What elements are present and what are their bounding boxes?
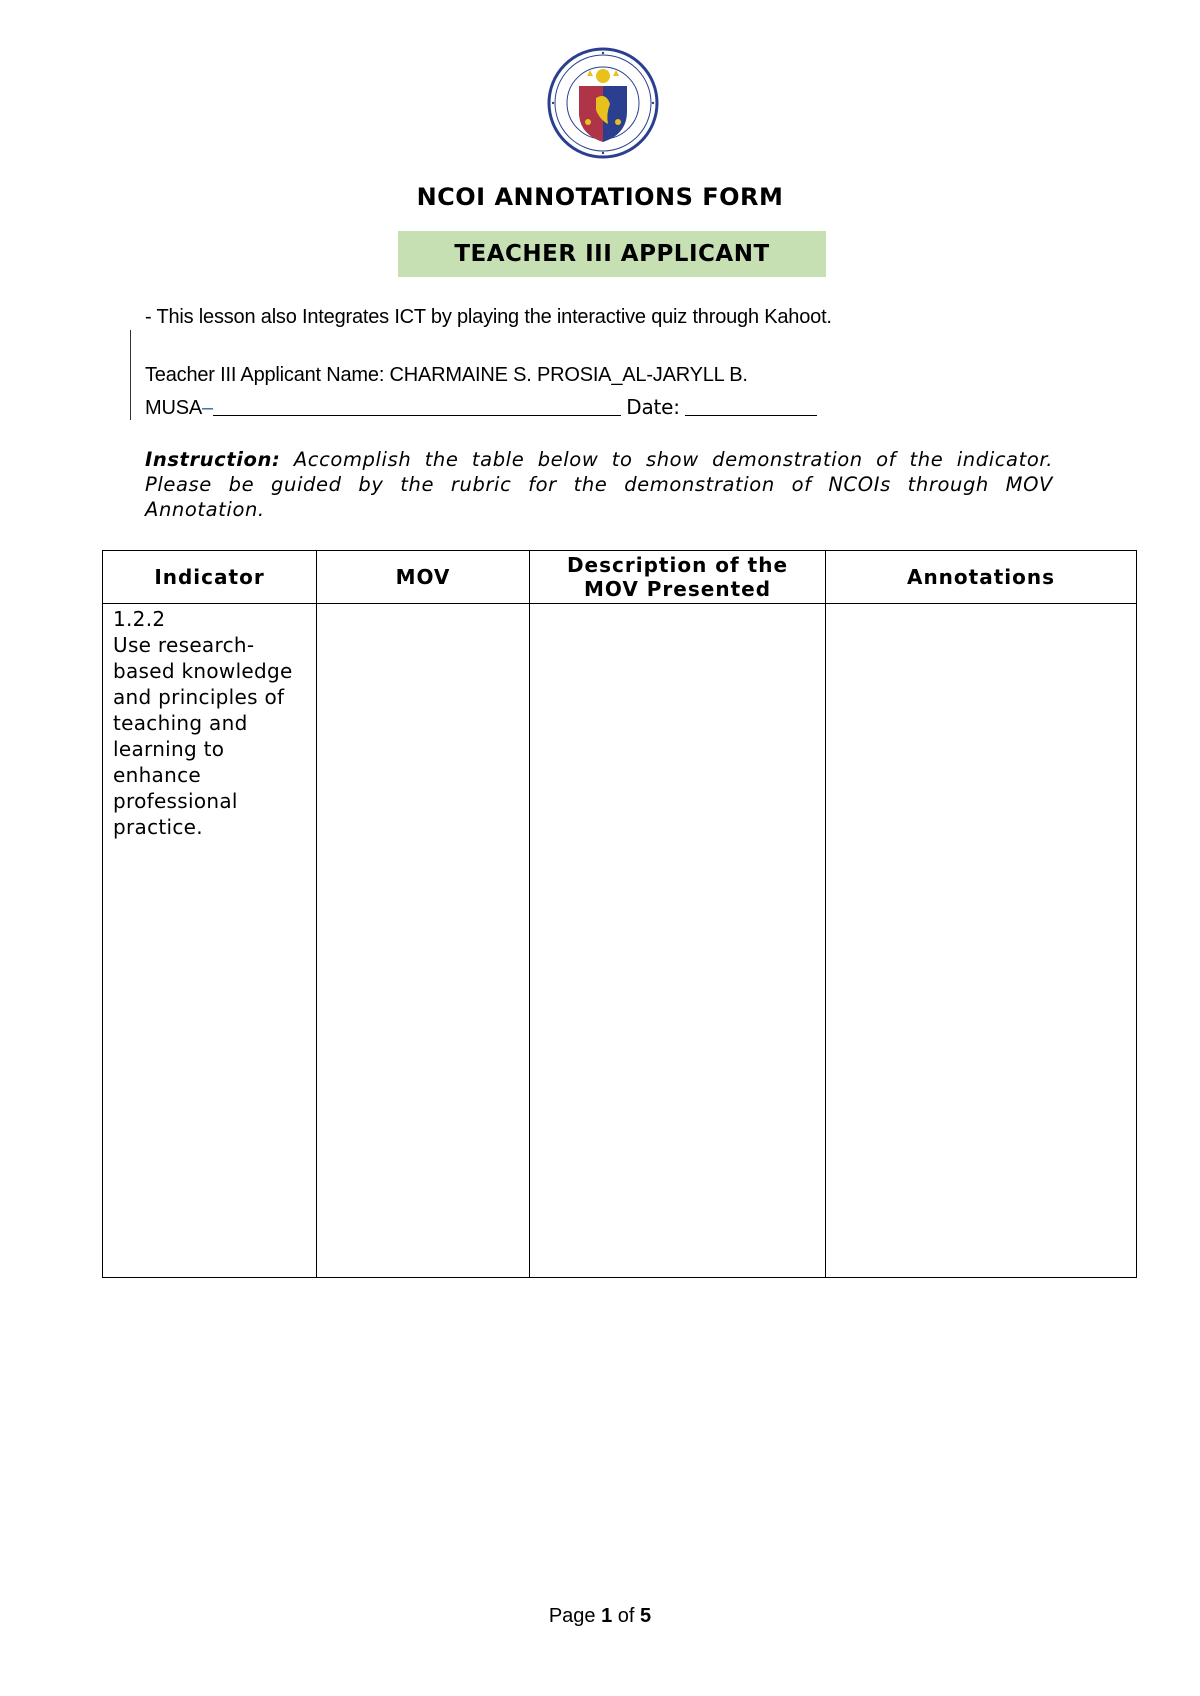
applicant-banner-text: TEACHER III APPLICANT: [454, 241, 770, 267]
date-label: Date:: [626, 395, 680, 419]
date-blank-line[interactable]: [685, 397, 817, 416]
form-title: NCOI ANNOTATIONS FORM: [416, 183, 784, 211]
of-label: of: [617, 1605, 635, 1627]
current-page-number: 1: [601, 1605, 613, 1627]
header-indicator: Indicator: [103, 551, 317, 604]
text-margin-bar: [130, 330, 131, 420]
annotations-cell[interactable]: [826, 604, 1137, 1278]
ict-note: - This lesson also Integrates ICT by playing the interactive quiz through Kahoot.: [145, 306, 832, 328]
applicant-name-label: Teacher III Applicant Name:: [145, 364, 385, 386]
instruction-lead: Instruction:: [145, 448, 281, 471]
indicator-text: Use research-based knowledge and principles of teaching and learning to enhance professional practice.: [113, 633, 293, 839]
applicant-name-continued: [145, 395, 817, 420]
applicant-name-value[interactable]: CHARMAINE S. PROSIA_AL-JARYLL B.: [389, 364, 748, 386]
page-label: Page: [548, 1605, 596, 1627]
deped-seal-icon: [546, 46, 660, 160]
name-blank-line[interactable]: [213, 397, 621, 416]
indicator-code: 1.2.2: [113, 607, 166, 631]
applicant-name-line: [145, 364, 748, 387]
name-dash: –: [201, 397, 213, 419]
instruction-paragraph: [145, 447, 1053, 522]
applicant-banner: [398, 231, 826, 277]
annotations-table: [102, 550, 1137, 1278]
applicant-name-value-continued[interactable]: MUSA: [145, 397, 202, 419]
mov-cell[interactable]: [317, 604, 530, 1278]
table-header-row: [103, 551, 1137, 604]
header-annotations: Annotations: [826, 551, 1137, 604]
total-pages-number: 5: [640, 1605, 652, 1627]
description-cell[interactable]: [530, 604, 826, 1278]
header-mov: MOV: [317, 551, 530, 604]
header-description: Description of the MOV Presented: [530, 551, 826, 604]
table-row: [103, 604, 1137, 1278]
instruction-text: Accomplish the table below to show demonstration of the indicator. Please be guided by the rubric for the demonstration of NCOIs through MOV Annotation.: [145, 448, 1053, 521]
page-footer: [0, 1605, 1200, 1628]
indicator-cell[interactable]: [103, 604, 317, 1278]
